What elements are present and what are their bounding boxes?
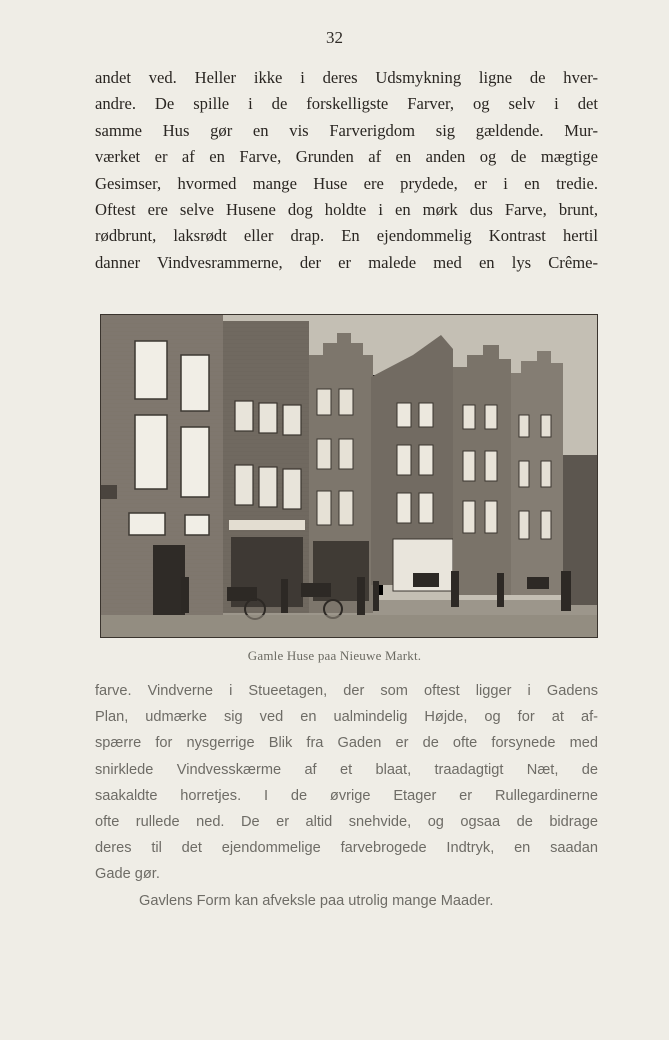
text-line: saakaldte horretjes. I de øvrige Etager er Rullegardinerne (95, 787, 598, 804)
text-line: andre. De spille i de forskelligste Farver, og selv i det (95, 94, 598, 114)
text-line: andet ved. Heller ikke i deres Udsmykning ligne de hver- (95, 68, 598, 87)
text-line: værket er af en Farve, Grunden af en anden og de mægtige (95, 147, 598, 167)
page-number: 32 (326, 28, 343, 47)
text-line: ofte rullede ned. De er altid snehvide, og ogsaa de bidrage (95, 814, 598, 831)
text-line: rødbrunt, laksrødt eller drap. En ejendommelig Kontrast hertil (95, 226, 598, 246)
text-line: Plan, udmærke sig ved en ualmindelig Højde, og for at af- (95, 709, 598, 726)
text-line: spærre for nysgerrige Blik fra Gaden er de ofte forsynede med (95, 735, 598, 752)
body-paragraph-bottom (95, 678, 598, 914)
photo-old-houses-nieuwe-markt (100, 314, 598, 638)
text-line: samme Hus gør en vis Farverigdom sig gældende. Mur- (95, 120, 598, 140)
text-line: Gade gør. (95, 866, 160, 883)
last-paragraph: Gavlens Form kan afveksle paa utrolig mange Maader. (139, 892, 494, 909)
text-line: danner Vindvesrammerne, der er malede med en lys Crême- (95, 252, 598, 272)
text-line: deres til det ejendommelige farvebrogede Indtryk, en saadan (95, 840, 598, 857)
text-line: Oftest ere selve Husene dog holdte i en mørk dus Farve, brunt, (95, 200, 598, 220)
body-paragraph-top (95, 65, 598, 276)
text-line: snirklede Vindvesskærme af et blaat, traadagtigt Næt, de (95, 761, 598, 778)
text-line: farve. Vindverne i Stueetagen, der som oftest ligger i Gadens (95, 683, 598, 699)
text-line: Gesimser, hvormed mange Huse ere prydede, er i en tredie. (95, 173, 598, 193)
figure-caption: Gamle Huse paa Nieuwe Markt. (247, 648, 422, 663)
